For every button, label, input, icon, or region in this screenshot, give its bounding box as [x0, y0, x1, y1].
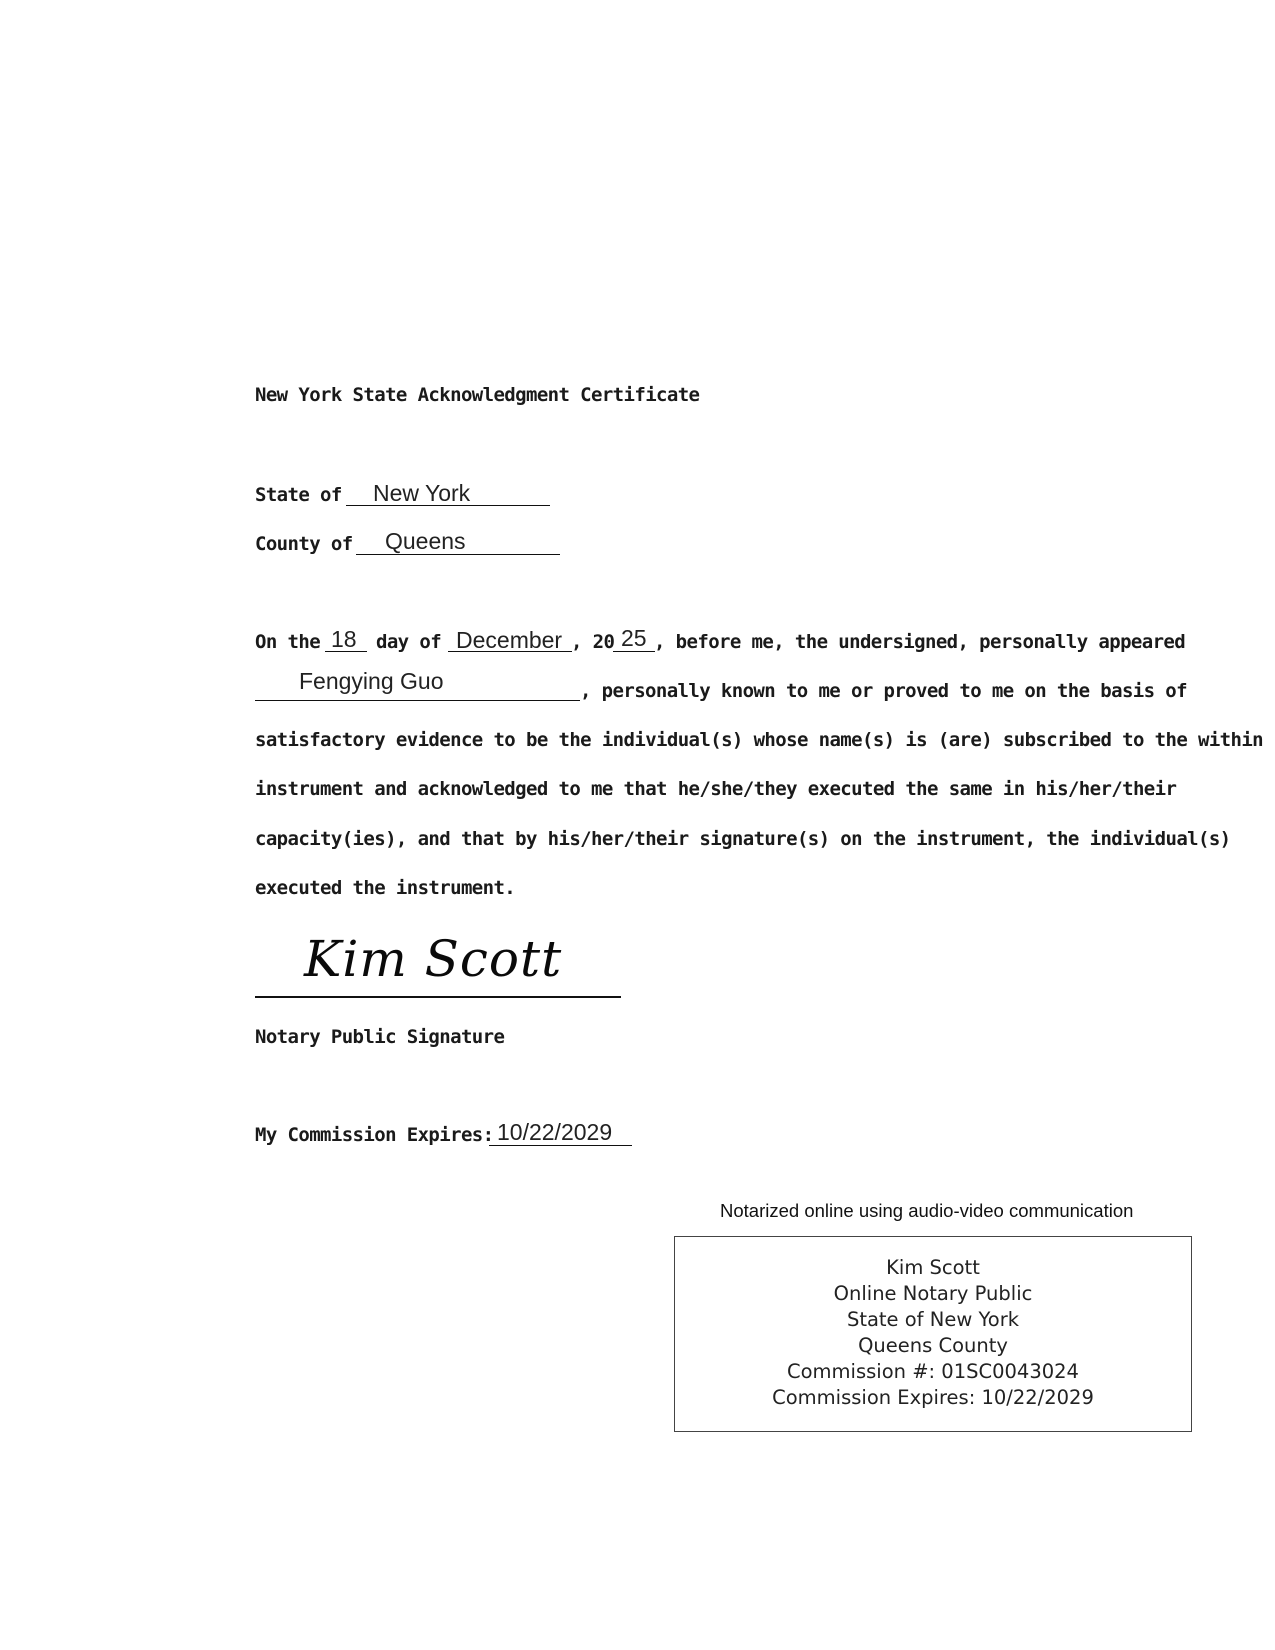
text-before-me: , before me, the undersigned, personally appeared: [654, 631, 1186, 653]
acknowledgment-line-3: satisfactory evidence to be the individual(s) whose name(s) is (are) subscribed to the within: [255, 729, 1264, 751]
year-value: 25: [621, 625, 647, 651]
appeared-name-value: Fengying Guo: [299, 668, 444, 694]
stamp-state: State of New York: [846, 1308, 1020, 1331]
acknowledgment-line-4: instrument and acknowledged to me that he/she/they executed the same in his/her/their: [255, 778, 1177, 800]
notary-stamp: [674, 1236, 1192, 1432]
county-value: Queens: [385, 528, 466, 554]
certificate-title: New York State Acknowledgment Certificate: [255, 384, 700, 406]
notary-signature: Kim Scott: [304, 930, 563, 988]
stamp-commission-expires: Commission Expires: 10/22/2029: [772, 1386, 1094, 1409]
signature-label: Notary Public Signature: [255, 1026, 505, 1048]
state-label: State of: [255, 484, 342, 506]
state-value: New York: [373, 480, 471, 506]
stamp-caption: Notarized online using audio-video communication: [720, 1200, 1134, 1221]
text-comma-20: , 20: [571, 631, 615, 653]
text-day-of: day of: [376, 631, 442, 653]
stamp-commission-number: Commission #: 01SC0043024: [787, 1360, 1079, 1383]
acknowledgment-line-2: , personally known to me or proved to me on the basis of: [580, 680, 1187, 702]
acknowledgment-line-5: capacity(ies), and that by his/her/their signature(s) on the instrument, the individual(s): [255, 828, 1231, 850]
signature-line: [255, 996, 621, 998]
commission-value: 10/22/2029: [497, 1119, 613, 1145]
text-on-the: On the: [255, 631, 321, 653]
day-value: 18: [331, 626, 357, 652]
stamp-county: Queens County: [858, 1334, 1008, 1357]
month-value: December: [456, 627, 563, 653]
county-label: County of: [255, 533, 353, 555]
acknowledgment-line-1: [255, 631, 320, 653]
acknowledgment-line-6: executed the instrument.: [255, 877, 516, 899]
commission-label: My Commission Expires:: [255, 1124, 494, 1146]
stamp-notary-title: Online Notary Public: [833, 1282, 1033, 1305]
stamp-notary-name: Kim Scott: [886, 1256, 980, 1279]
